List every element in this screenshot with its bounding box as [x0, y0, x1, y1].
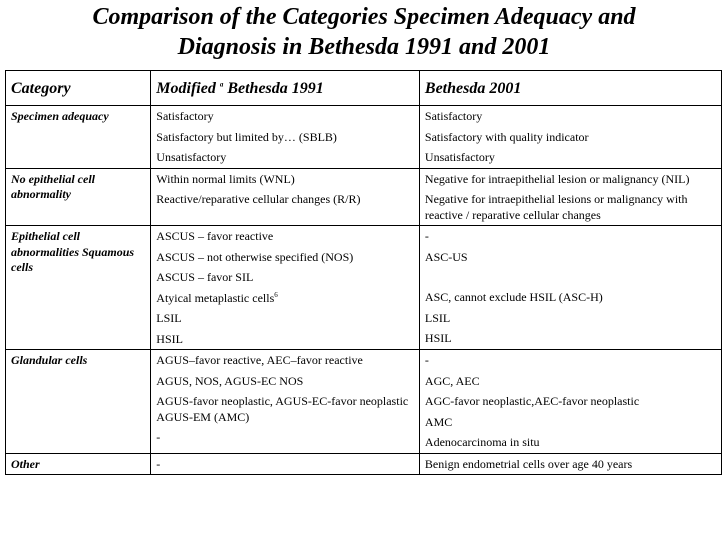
cell-line: -	[424, 353, 429, 367]
cell-2001	[419, 168, 721, 226]
cell-2001	[419, 226, 721, 350]
cell-line: Adenocarcinoma in situ	[424, 435, 540, 449]
cell-line	[156, 291, 414, 307]
title-line-2: Diagnosis in Bethesda 1991 and 2001	[177, 34, 551, 60]
cell-line: ASCUS – favor reactive	[156, 229, 274, 243]
cell-text: Atyical metaplastic cells	[156, 290, 275, 305]
header-category: Category	[6, 71, 151, 106]
cell-line: -	[424, 229, 429, 243]
cell-line: Benign endometrial cells over age 40 years	[424, 456, 633, 471]
cell-line: AGC-favor neoplastic,AEC-favor neoplastic	[424, 394, 640, 408]
header-1991-prefix: Modified	[156, 80, 216, 97]
cell-1991	[151, 168, 420, 226]
cell-line: AGUS, NOS, AGUS-EC NOS	[156, 373, 304, 388]
cell-line: Unsatisfactory	[424, 150, 495, 164]
cell-line: Satisfactory	[156, 109, 214, 123]
cell-2001	[419, 453, 721, 475]
cell-line: Satisfactory	[424, 109, 483, 123]
slide-title	[0, 2, 728, 62]
cell-1991	[151, 226, 420, 350]
title-line-1: Comparison of the Categories Specimen Adequacy and	[92, 4, 636, 30]
cell-line: Satisfactory but limited by… (SBLB)	[156, 129, 337, 144]
cell-line: AGC, AEC	[424, 373, 480, 388]
cell-line: Unsatisfactory	[156, 150, 227, 164]
cell-line: HSIL	[156, 331, 183, 346]
cell-line: AMC	[424, 414, 453, 429]
table-row	[6, 453, 722, 475]
cell-line: Satisfactory with quality indicator	[424, 129, 589, 144]
cell-2001	[419, 350, 721, 454]
table-row	[6, 168, 722, 226]
bethesda-comparison-table	[5, 70, 722, 475]
row-category: Glandular cells	[6, 350, 151, 454]
table-row	[6, 350, 722, 454]
row-category: No epithelial cell abnormality	[6, 168, 151, 226]
header-1991-superscript: a	[219, 80, 224, 89]
header-bethesda-1991	[151, 71, 420, 106]
cell-line: AGUS–favor reactive, AEC–favor reactive	[156, 353, 363, 367]
cell-line: -	[156, 456, 161, 471]
row-category: Other	[6, 453, 151, 475]
cell-line: ASC, cannot exclude HSIL (ASC-H)	[424, 290, 603, 304]
cell-line: Reactive/reparative cellular changes (R/R)	[156, 192, 361, 206]
cell-line: HSIL	[424, 331, 452, 345]
table-row	[6, 106, 722, 169]
footnote-superscript: 6	[274, 290, 278, 299]
cell-1991	[151, 453, 420, 475]
cell-2001	[419, 106, 721, 169]
table-row	[6, 226, 722, 350]
cell-line: -	[156, 430, 161, 444]
cell-1991	[151, 106, 420, 169]
header-row	[6, 71, 722, 106]
header-bethesda-2001: Bethesda 2001	[419, 71, 721, 106]
cell-line: LSIL	[156, 311, 182, 325]
cell-line: Negative for intraepithelial lesions or malignancy with reactive / reparative cellular changes	[424, 192, 688, 222]
cell-line: AGUS-favor neoplastic, AGUS-EC-favor neoplastic AGUS-EM (AMC)	[156, 394, 409, 424]
row-category: Epithelial cell abnormalities Squamous cells	[6, 226, 151, 350]
cell-line: Within normal limits (WNL)	[156, 171, 295, 186]
cell-line: ASC-US	[424, 249, 468, 264]
row-category: Specimen adequacy	[6, 106, 151, 169]
header-1991-suffix: Bethesda 1991	[223, 80, 324, 97]
cell-1991	[151, 350, 420, 454]
blank-line	[425, 270, 716, 285]
cell-line: LSIL	[424, 310, 451, 325]
cell-line: ASCUS – favor SIL	[156, 270, 254, 284]
cell-line: ASCUS – not otherwise specified (NOS)	[156, 249, 354, 264]
cell-line: Negative for intraepithelial lesion or malignancy (NIL)	[424, 171, 690, 186]
